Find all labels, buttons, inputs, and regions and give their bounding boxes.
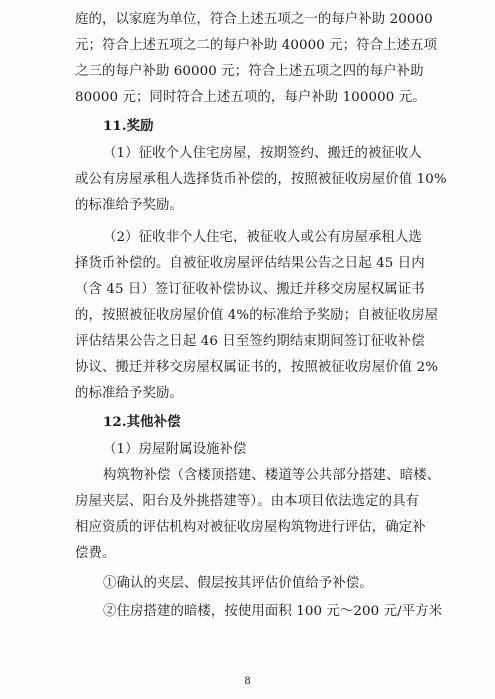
- list-item: ②住房搭建的暗楼，按使用面积 100 元～200 元/平方米: [103, 604, 443, 619]
- paragraph-line: 庭的，以家庭为单位，符合上述五项之一的每户补助 20000: [75, 12, 433, 27]
- paragraph-line: 评估结果公告之日起 46 日至签约期结束期间签订征收补偿: [75, 334, 425, 349]
- paragraph-line: 之三的每户补助 60000 元；符合上述五项之四的每户补助: [75, 64, 424, 79]
- paragraph-line: （2）征收非个人住宅，被征收人或公有房屋承租人选: [103, 230, 422, 245]
- paragraph-line: 偿费。: [75, 546, 116, 561]
- paragraph-line: 的，按照被征收房屋价值 4%的标准给予奖励；自被征收房屋: [75, 308, 439, 323]
- paragraph-line: 或公有房屋承租人选择货币补偿的，按照被征收房屋价值 10%: [75, 172, 447, 187]
- paragraph-line: （1）征收个人住宅房屋，按期签约、搬迁的被征收人: [103, 146, 422, 161]
- page-number: 8: [244, 676, 251, 687]
- subsection-heading: （1）房屋附属设施补偿: [103, 442, 247, 457]
- paragraph-line: （含 45 日）签订征收补偿协议、搬迁并移交房屋权属证书: [75, 282, 425, 297]
- paragraph-line: 元；符合上述五项之二的每户补助 40000 元；符合上述五项: [75, 38, 438, 53]
- paragraph-line: 择货币补偿的。自被征收房屋评估结果公告之日起 45 日内: [75, 256, 425, 271]
- paragraph-line: 的标准给予奖励。: [75, 198, 183, 213]
- paragraph-line: 构筑物补偿（含楼顶搭建、楼道等公共部分搭建、暗楼、: [103, 468, 441, 483]
- paragraph-line: 协议、搬迁并移交房屋权属证书的，按照被征收房屋价值 2%: [75, 360, 439, 375]
- paragraph-line: 相应资质的评估机构对被征收房屋构筑物进行评估，确定补: [75, 520, 426, 535]
- list-item: ①确认的夹层、假层按其评估价值给予补偿。: [103, 576, 373, 591]
- paragraph-line: 80000 元；同时符合上述五项的，每户补助 100000 元。: [75, 90, 426, 105]
- section-heading: 11.奖励: [103, 118, 154, 134]
- paragraph-line: 房屋夹层、阳台及外挑搭建等）。由本项目依法选定的具有: [75, 494, 420, 509]
- section-heading: 12.其他补偿: [103, 414, 181, 430]
- paragraph-line: 的标准给予奖励。: [75, 386, 183, 401]
